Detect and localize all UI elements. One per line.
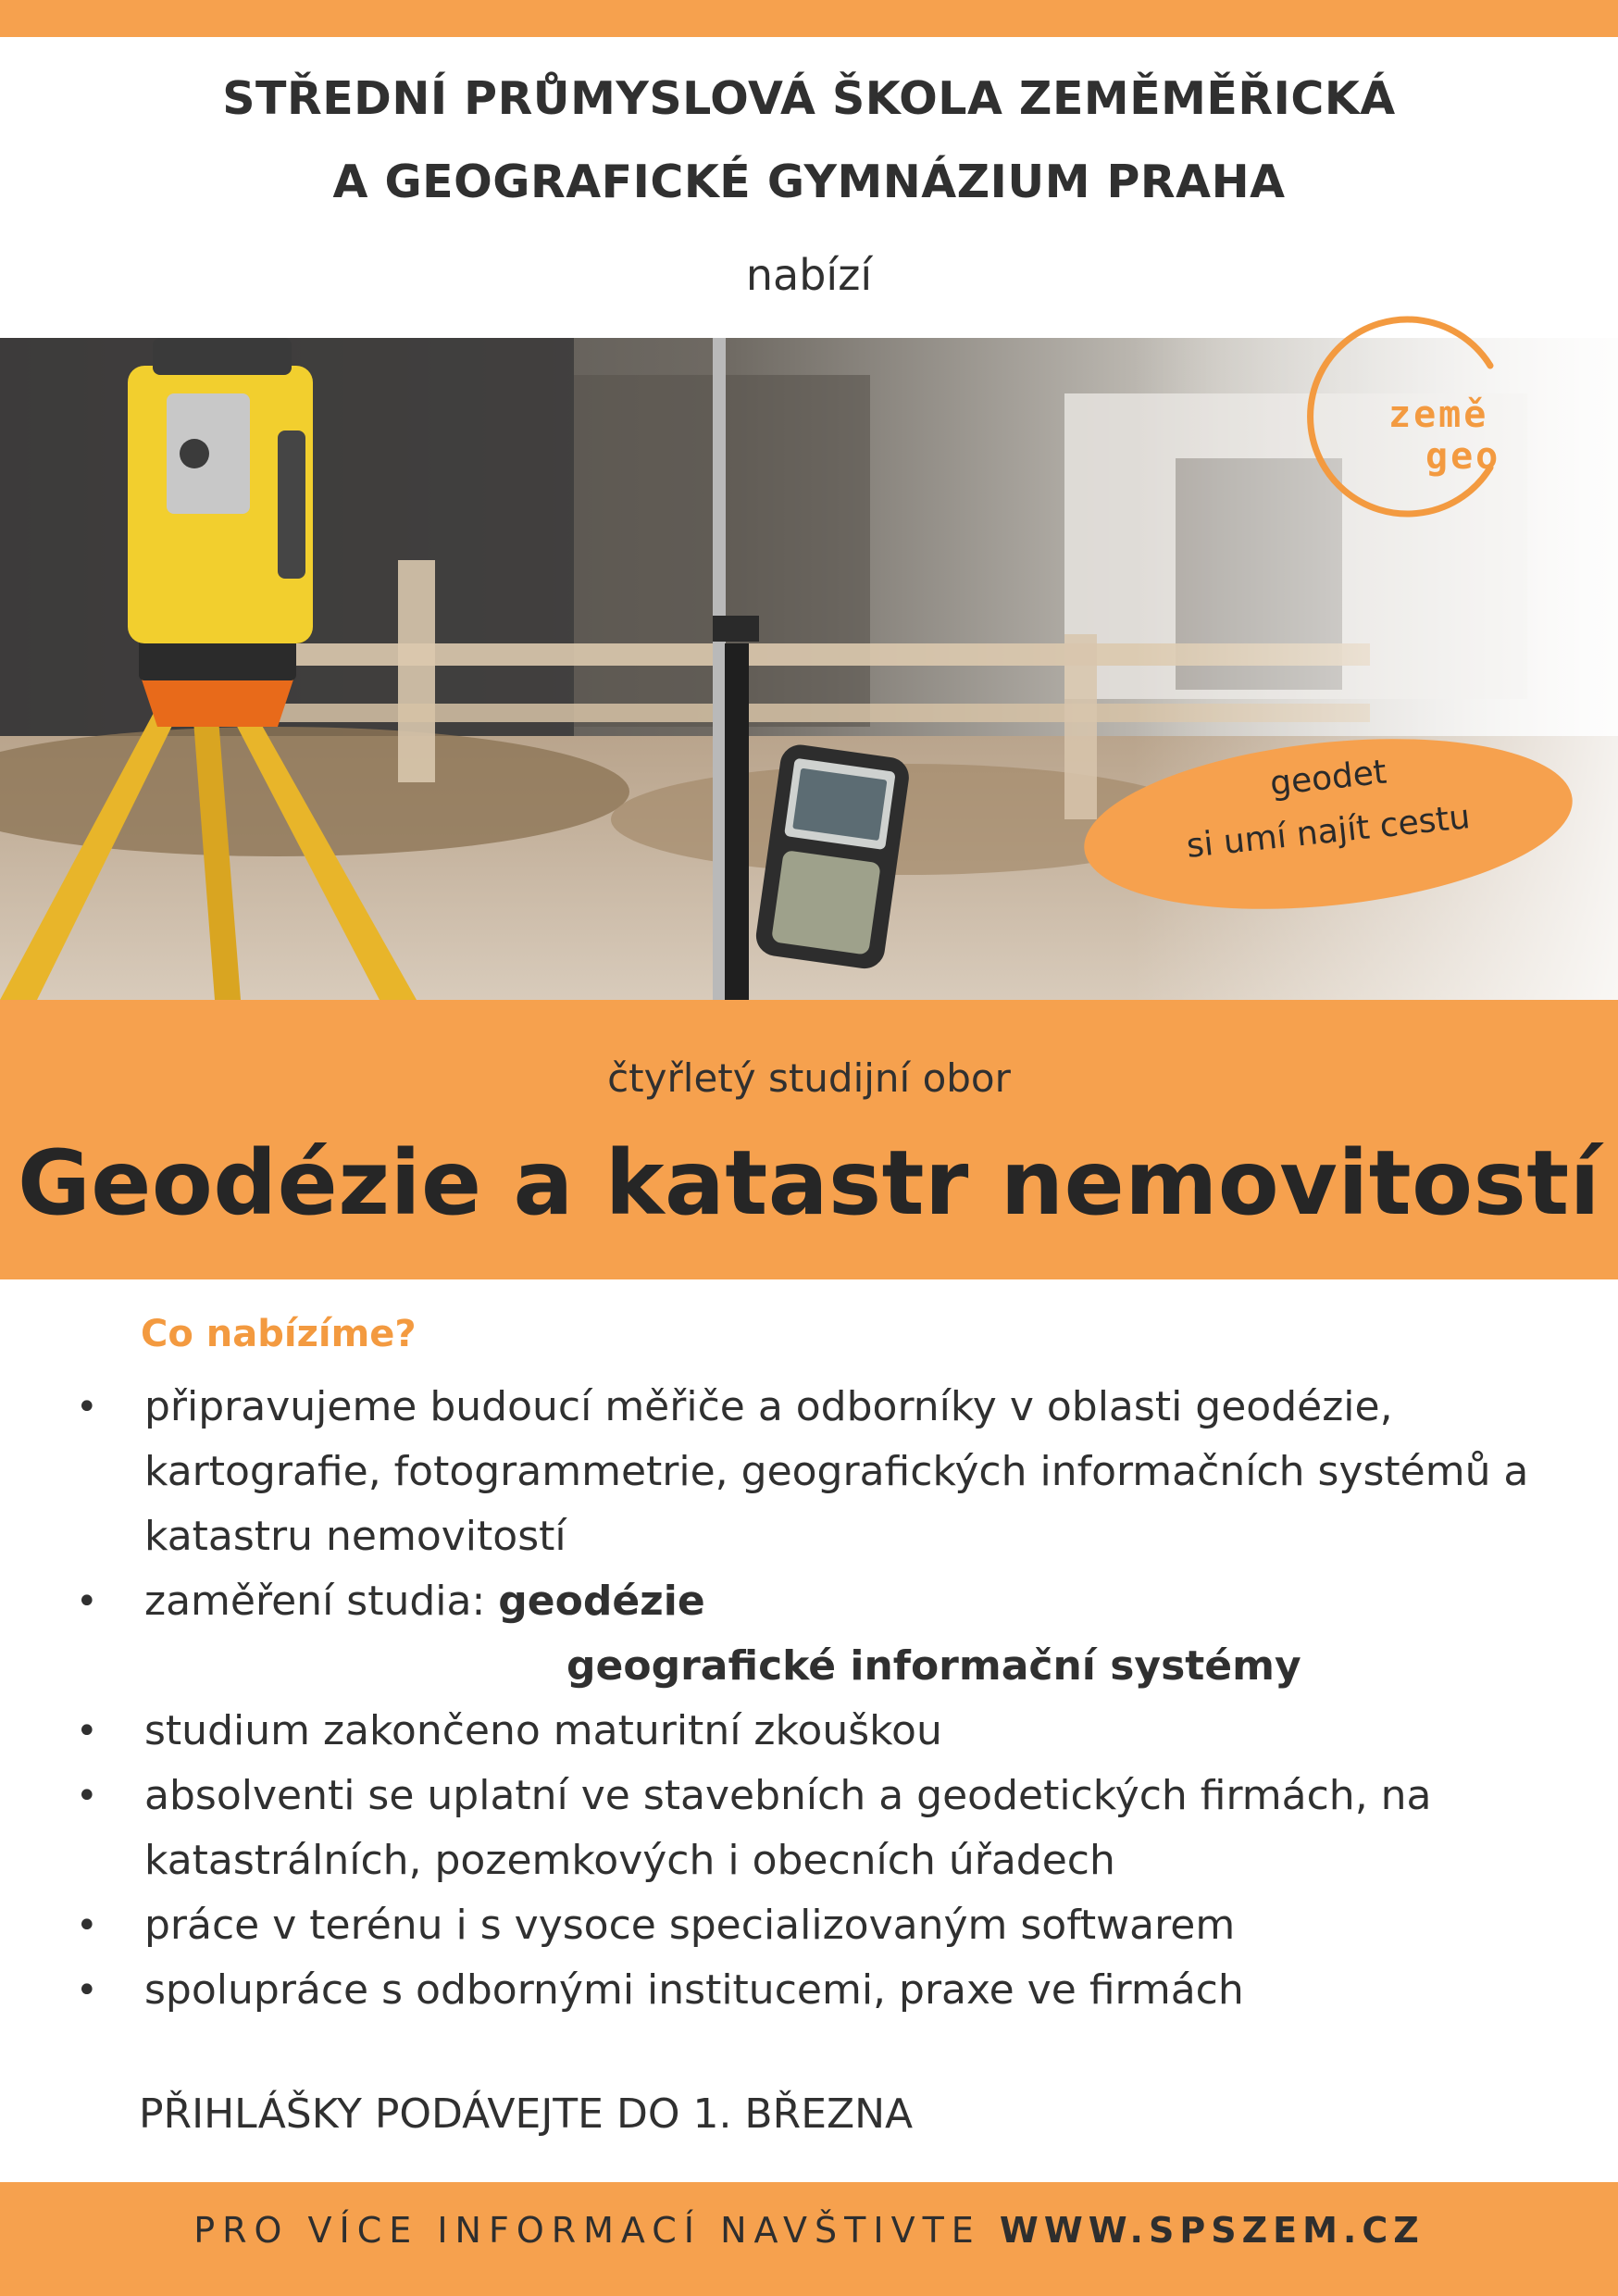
offer-item-text: práce v terénu i s vysoce specializovaným softwarem [144,1902,1236,1949]
list-item [74,1958,1555,2023]
slogan-line2: si umí najít cestu [1184,798,1473,866]
course-title: Geodézie a katastr nemovitostí [18,1131,1600,1235]
bullet-icon: • [76,1904,98,1947]
offer-item-text: připravujeme budoucí měřiče a odborníky v oblasti geodézie, kartografie, fotogrammetrie, geografických informačních systémů a katastru nemovitostí [144,1383,1529,1560]
slogan-line1: geodet [1268,753,1388,804]
offer-item-text: studium zakončeno maturitní zkouškou [144,1707,942,1754]
footer-text: PRO VÍCE INFORMACÍ NAVŠTIVTE [193,2210,1000,2251]
offer-item-text: spolupráce s odbornými institucemi, praxe ve firmách [144,1966,1244,2014]
offer-heading: Co nabízíme? [141,1313,417,1355]
list-item [74,1764,1555,1893]
bullet-icon: • [76,1775,98,1817]
list-item [74,1699,1555,1764]
website-link[interactable]: WWW.SPSZEM.CZ [999,2210,1425,2251]
list-item [74,1893,1555,1958]
logo-text-geo: geo [1425,435,1501,478]
application-deadline: PŘIHLÁŠKY PODÁVEJTE DO 1. BŘEZNA [139,2090,914,2138]
school-name-line1: STŘEDNÍ PRŮMYSLOVÁ ŠKOLA ZEMĚMĚŘICKÁ [222,72,1396,125]
focus-gis: geografické informační systémy [566,1642,1301,1690]
bullet-icon: • [76,1969,98,2012]
focus-label: zaměření studia: [144,1578,499,1625]
course-subtitle: čtyřletý studijní obor [607,1055,1011,1101]
offer-item-text: absolventi se uplatní ve stavebních a geodetických firmách, na katastrálních, pozemkových i obecních úřadech [144,1772,1432,1884]
footer-info [0,2210,1618,2251]
bullet-icon: • [76,1710,98,1753]
list-item [74,1569,1555,1699]
bullet-icon: • [76,1386,98,1429]
top-accent-band [0,0,1618,37]
logo-text-zeme: země [1388,393,1489,436]
offer-list [74,1375,1555,2023]
bullet-icon: • [76,1580,98,1623]
list-item [74,1375,1555,1569]
school-name-line2: A GEOGRAFICKÉ GYMNÁZIUM PRAHA [332,156,1286,208]
offers-label: nabízí [745,250,873,300]
focus-geodesy: geodézie [498,1578,705,1625]
